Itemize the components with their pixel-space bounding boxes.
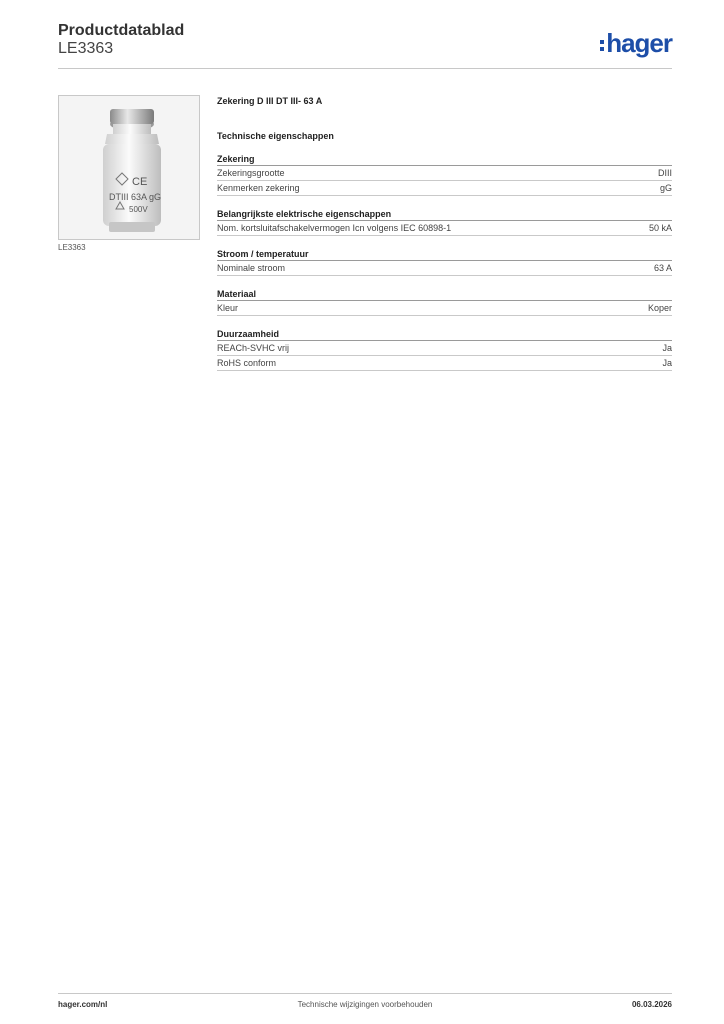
logo-dots-icon bbox=[600, 40, 604, 51]
specs-sections bbox=[217, 153, 672, 371]
photo-caption: LE3363 bbox=[58, 243, 86, 252]
section-title: Duurzaamheid bbox=[217, 328, 672, 341]
footer-date: 06.03.2026 bbox=[631, 1000, 672, 1009]
page-header bbox=[58, 22, 672, 69]
spec-label: Nominale stroom bbox=[217, 263, 286, 273]
spec-value: Ja bbox=[662, 358, 672, 368]
spec-row bbox=[217, 356, 672, 371]
section-title: Stroom / temperatuur bbox=[217, 248, 672, 261]
fuse-image bbox=[59, 96, 199, 239]
spec-value: 63 A bbox=[653, 263, 672, 273]
section-current-temperature bbox=[217, 248, 672, 276]
spec-row bbox=[217, 341, 672, 356]
spec-row bbox=[217, 166, 672, 181]
spec-value: Ja bbox=[662, 343, 672, 353]
section-zekering bbox=[217, 153, 672, 196]
section-title: Belangrijkste elektrische eigenschappen bbox=[217, 208, 672, 221]
section-title: Zekering bbox=[217, 153, 672, 166]
section-sustainability bbox=[217, 328, 672, 371]
product-code: LE3363 bbox=[58, 40, 114, 57]
spec-row bbox=[217, 221, 672, 236]
section-electrical bbox=[217, 208, 672, 236]
technical-heading: Technische eigenschappen bbox=[217, 131, 334, 141]
spec-row bbox=[217, 261, 672, 276]
page-title: Productdatablad bbox=[58, 22, 185, 39]
spec-row bbox=[217, 181, 672, 196]
spec-label: REACh-SVHC vrij bbox=[217, 343, 290, 353]
section-material bbox=[217, 288, 672, 316]
spec-label: Zekeringsgrootte bbox=[217, 168, 285, 178]
spec-label: RoHS conform bbox=[217, 358, 277, 368]
spec-value: 50 kA bbox=[648, 223, 672, 233]
page-footer bbox=[58, 993, 672, 1014]
spec-label: Kleur bbox=[217, 303, 239, 313]
spec-value: DIII bbox=[657, 168, 672, 178]
product-details bbox=[217, 96, 672, 371]
spec-label: Nom. kortsluitafschakelvermogen Icn volgens IEC 60898-1 bbox=[217, 223, 452, 233]
spec-label: Kenmerken zekering bbox=[217, 183, 300, 193]
voltage-label: 500V bbox=[129, 205, 148, 214]
product-photo bbox=[58, 95, 200, 240]
footer-website-link[interactable]: hager.com/nl bbox=[58, 1000, 108, 1009]
ce-mark: CE bbox=[132, 176, 148, 188]
hager-logo bbox=[600, 28, 672, 58]
spec-value: Koper bbox=[647, 303, 672, 313]
product-name: Zekering D III DT III- 63 A bbox=[217, 96, 323, 106]
fuse-rating-label: DTIII 63A gG bbox=[109, 192, 162, 202]
footer-disclaimer: Technische wijzigingen voorbehouden bbox=[297, 1000, 433, 1009]
spec-value: gG bbox=[659, 183, 672, 193]
spec-row bbox=[217, 301, 672, 316]
logo-text: hager bbox=[606, 28, 672, 58]
section-title: Materiaal bbox=[217, 288, 672, 301]
